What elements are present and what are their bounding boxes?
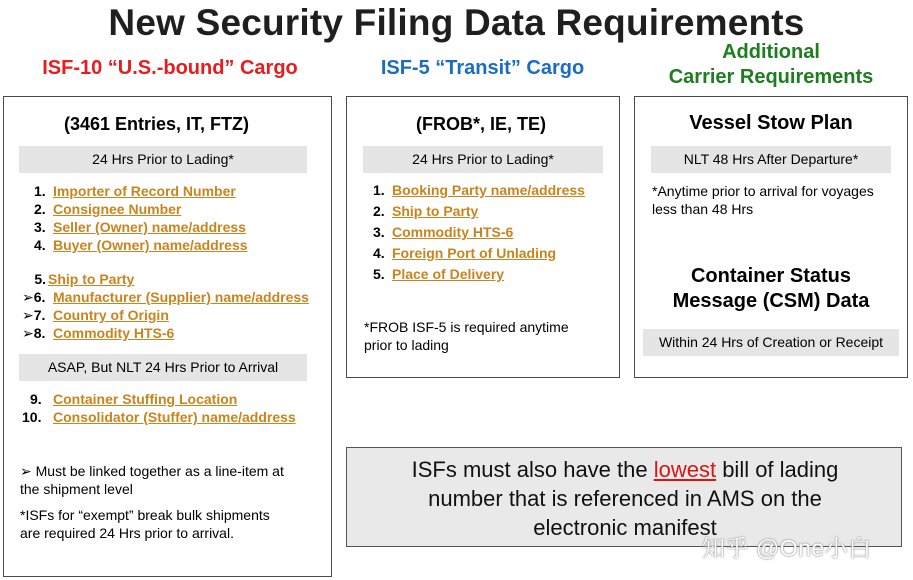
carrier-heading-line2: Carrier Requirements <box>668 66 874 88</box>
container-stuffing-link[interactable]: Container Stuffing Location <box>53 391 238 407</box>
isf10-list-group1 <box>34 182 248 254</box>
list-item: 3. Commodity HTS-6 <box>373 224 514 240</box>
isf10-panel <box>3 96 332 577</box>
csm-heading: Container Status Message (CSM) Data <box>672 265 870 312</box>
seller-link[interactable]: Seller (Owner) name/address <box>53 219 246 235</box>
isf10-timing-bar: 24 Hrs Prior to Lading* <box>19 146 307 173</box>
list-item: ➢8. Commodity HTS-6 <box>22 325 175 341</box>
ship-to-party-link[interactable]: Ship to Party <box>48 271 135 287</box>
isf5-panel <box>346 96 620 378</box>
consignee-number-link[interactable]: Consignee Number <box>53 201 182 217</box>
stow-plan-note: *Anytime prior to arrival for voyages less than 48 Hrs <box>652 183 874 217</box>
list-item: 10. Consolidator (Stuffer) name/address <box>22 409 296 425</box>
callout-line2: number that is referenced in AMS on the <box>428 486 822 511</box>
carrier-heading-line1: Additional <box>722 41 820 63</box>
booking-party-link[interactable]: Booking Party name/address <box>392 182 585 198</box>
country-of-origin-link[interactable]: Country of Origin <box>53 307 169 323</box>
vessel-stow-plan-heading: Vessel Stow Plan <box>689 112 853 134</box>
place-of-delivery-link[interactable]: Place of Delivery <box>392 266 505 282</box>
isf10-exempt-note: *ISFs for “exempt” break bulk shipments are required 24 Hrs prior to arrival. <box>20 507 270 541</box>
csm-timing-bar: Within 24 Hrs of Creation or Receipt <box>643 329 899 356</box>
list-item: 4. Buyer (Owner) name/address <box>34 237 248 253</box>
isf10-column-heading: ISF-10 “U.S.-bound” Cargo <box>42 57 298 79</box>
isf5-timing-bar: 24 Hrs Prior to Lading* <box>363 146 603 173</box>
list-item: 5. Ship to Party <box>34 271 135 287</box>
list-item: 1. Booking Party name/address <box>373 182 585 198</box>
isf5-column-heading: ISF-5 “Transit” Cargo <box>380 57 585 79</box>
isf10-list-group2 <box>22 270 309 342</box>
foreign-port-link[interactable]: Foreign Port of Unlading <box>392 245 557 261</box>
list-item: 5. Place of Delivery <box>373 266 505 282</box>
page-title: New Security Filing Data Requirements <box>108 2 805 43</box>
carrier-panel <box>634 96 908 378</box>
isf10-entry-types: (3461 Entries, IT, FTZ) <box>63 114 250 134</box>
isf10-line-item-note: ➢ Must be linked together as a line-item at the shipment level <box>20 463 284 497</box>
consolidator-link[interactable]: Consolidator (Stuffer) name/address <box>53 409 296 425</box>
list-item: ➢7. Country of Origin <box>22 307 169 323</box>
list-item: 2. Consignee Number <box>34 201 182 217</box>
commodity-hts6-link[interactable]: Commodity HTS-6 <box>392 224 514 240</box>
isf5-entry-types: (FROB*, IE, TE) <box>416 114 546 134</box>
lowest-emphasis: lowest <box>653 457 717 482</box>
callout-text <box>347 455 903 542</box>
list-item: 9. Container Stuffing Location <box>30 391 238 407</box>
isf10-arrival-bar: ASAP, But NLT 24 Hrs Prior to Arrival <box>19 354 307 381</box>
importer-of-record-link[interactable]: Importer of Record Number <box>53 183 236 199</box>
manufacturer-link[interactable]: Manufacturer (Supplier) name/address <box>53 289 309 305</box>
list-item: 4. Foreign Port of Unlading <box>373 245 557 261</box>
list-item: 3. Seller (Owner) name/address <box>34 219 246 235</box>
callout-line1: ISFs must also have the lowest bill of lading <box>411 457 839 482</box>
buyer-link[interactable]: Buyer (Owner) name/address <box>53 237 248 253</box>
callout-line3: electronic manifest <box>533 515 717 540</box>
ship-to-party-link[interactable]: Ship to Party <box>392 203 479 219</box>
list-item: 2. Ship to Party <box>373 203 479 219</box>
isf5-frob-note: *FROB ISF-5 is required anytime prior to lading <box>364 319 569 353</box>
list-item: ➢6. Manufacturer (Supplier) name/address <box>22 289 309 305</box>
carrier-column-heading <box>640 40 902 90</box>
commodity-hts6-link[interactable]: Commodity HTS-6 <box>53 325 175 341</box>
isf10-list-group3 <box>22 390 296 426</box>
list-item: 1. Importer of Record Number <box>34 183 236 199</box>
isf5-list <box>373 180 585 285</box>
stow-plan-timing-bar: NLT 48 Hrs After Departure* <box>651 146 891 173</box>
watermark: 知乎 @One小白 <box>702 535 872 561</box>
